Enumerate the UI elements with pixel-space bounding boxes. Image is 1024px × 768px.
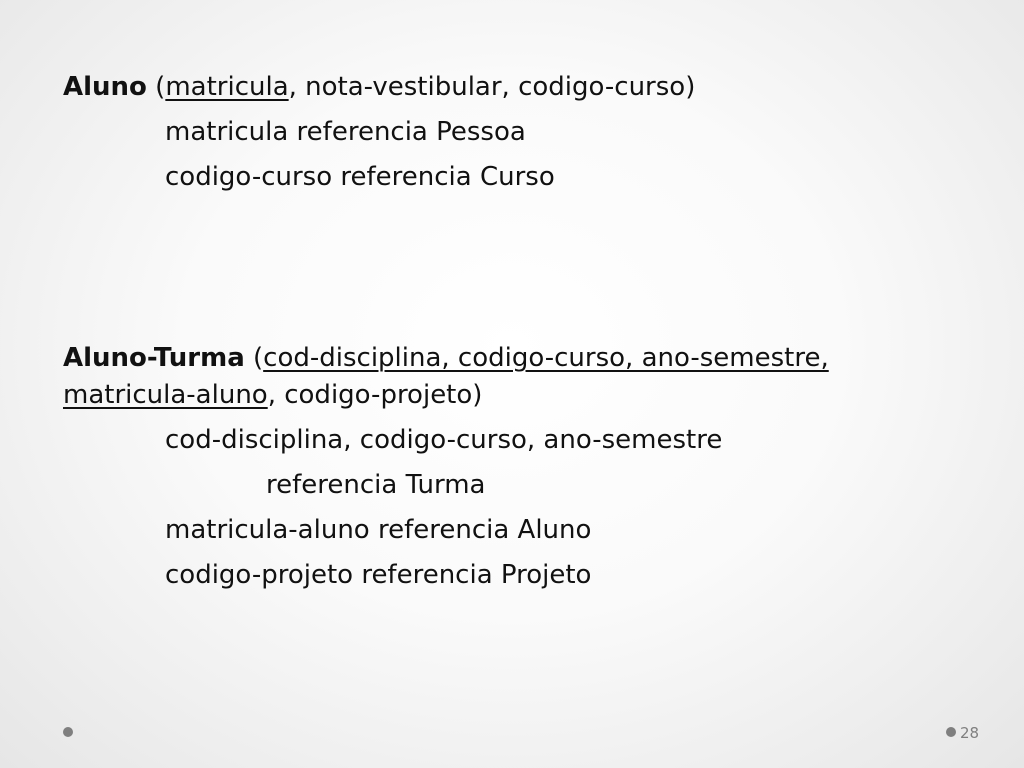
aluno-turma-ref-aluno: matricula-aluno referencia Aluno [165, 515, 592, 545]
aluno-ref-codigo-curso: codigo-curso referencia Curso [165, 162, 555, 192]
aluno-turma-ref-turma-keys: cod-disciplina, codigo-curso, ano-semestre [165, 425, 723, 455]
page-number: 28 [960, 724, 980, 742]
aluno-primary-key: matricula [165, 72, 289, 102]
aluno-relation-line [63, 70, 695, 104]
aluno-title: Aluno [63, 72, 147, 102]
aluno-turma-relation-line-2 [63, 378, 482, 412]
aluno-attributes: , nota-vestibular, codigo-curso) [288, 72, 696, 102]
aluno-turma-relation-line [63, 341, 829, 375]
aluno-turma-ref-turma-target: referencia Turma [266, 470, 486, 500]
aluno-turma-open-paren: ( [244, 343, 264, 373]
aluno-turma-attributes: , codigo-projeto) [267, 380, 483, 410]
aluno-turma-primary-key-part2: matricula-aluno [63, 380, 268, 410]
left-bullet-dot [63, 727, 73, 737]
aluno-ref-matricula: matricula referencia Pessoa [165, 117, 526, 147]
aluno-turma-title: Aluno-Turma [63, 343, 245, 373]
aluno-turma-ref-projeto: codigo-projeto referencia Projeto [165, 560, 592, 590]
right-bullet-dot [946, 727, 956, 737]
aluno-open-paren: ( [146, 72, 166, 102]
aluno-turma-primary-key-part1: cod-disciplina, codigo-curso, ano-semestre, [263, 343, 829, 373]
